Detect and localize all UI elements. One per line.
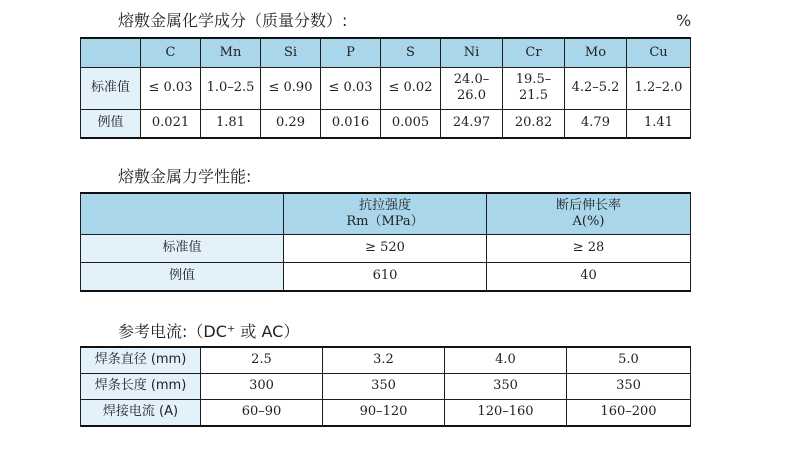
percent-unit-label: % xyxy=(676,11,692,30)
chemical-composition-table xyxy=(80,37,691,139)
element-header: Mn xyxy=(201,38,261,67)
standard-value-cell: 1.0–2.5 xyxy=(201,67,261,109)
current-value-cell: 90–120 xyxy=(323,399,445,426)
row-label-standard: 标准值 xyxy=(81,234,284,262)
reference-current-title: 参考电流:（DC⁺ 或 AC） xyxy=(118,322,300,341)
diameter-value-cell: 4.0 xyxy=(445,347,567,373)
standard-value-cell: ≤ 0.03 xyxy=(321,67,381,109)
row-label-standard: 标准值 xyxy=(81,67,141,109)
corner-cell xyxy=(81,193,284,234)
diameter-value-cell: 3.2 xyxy=(323,347,445,373)
tensile-strength-header xyxy=(284,193,487,234)
row-label-length: 焊条长度 (mm) xyxy=(81,373,201,399)
element-header: Mo xyxy=(565,38,627,67)
example-value-cell: 0.021 xyxy=(141,109,201,138)
length-value-cell: 300 xyxy=(201,373,323,399)
element-header: S xyxy=(381,38,441,67)
standard-value-cell: ≤ 0.90 xyxy=(261,67,321,109)
row-label-example: 例值 xyxy=(81,262,284,291)
standard-value-cell: 24.0– 26.0 xyxy=(441,67,503,109)
length-value-cell: 350 xyxy=(567,373,691,399)
length-value-cell: 350 xyxy=(323,373,445,399)
reference-current-table xyxy=(80,346,691,427)
element-header: Cr xyxy=(503,38,565,67)
diameter-value-cell: 2.5 xyxy=(201,347,323,373)
standard-value-cell: 4.2–5.2 xyxy=(565,67,627,109)
row-label-current: 焊接电流 (A) xyxy=(81,399,201,426)
standard-value-cell: 1.2–2.0 xyxy=(627,67,691,109)
row-label-example: 例值 xyxy=(81,109,141,138)
example-value-cell: 40 xyxy=(487,262,691,291)
example-value-cell: 1.81 xyxy=(201,109,261,138)
current-value-cell: 120–160 xyxy=(445,399,567,426)
example-value-cell: 0.016 xyxy=(321,109,381,138)
standard-value-cell: ≤ 0.03 xyxy=(141,67,201,109)
mechanical-properties-table xyxy=(80,192,691,292)
corner-cell xyxy=(81,38,141,67)
example-value-cell: 0.29 xyxy=(261,109,321,138)
current-value-cell: 160–200 xyxy=(567,399,691,426)
element-header: C xyxy=(141,38,201,67)
elongation-header xyxy=(487,193,691,234)
mechanical-properties-title: 熔敷金属力学性能: xyxy=(118,167,252,186)
standard-value-cell: ≤ 0.02 xyxy=(381,67,441,109)
diameter-value-cell: 5.0 xyxy=(567,347,691,373)
elongation-name: 断后伸长率 xyxy=(555,197,621,213)
current-value-cell: 60–90 xyxy=(201,399,323,426)
example-value-cell: 610 xyxy=(284,262,487,291)
elongation-unit: A(%) xyxy=(572,213,605,229)
standard-value-cell: ≥ 520 xyxy=(284,234,487,262)
example-value-cell: 4.79 xyxy=(565,109,627,138)
example-value-cell: 24.97 xyxy=(441,109,503,138)
example-value-cell: 0.005 xyxy=(381,109,441,138)
element-header: Ni xyxy=(441,38,503,67)
example-value-cell: 20.82 xyxy=(503,109,565,138)
element-header: P xyxy=(321,38,381,67)
tensile-strength-unit: Rm（MPa） xyxy=(346,213,424,229)
element-header: Si xyxy=(261,38,321,67)
row-label-diameter: 焊条直径 (mm) xyxy=(81,347,201,373)
example-value-cell: 1.41 xyxy=(627,109,691,138)
chemical-composition-title: 熔敷金属化学成分（质量分数）: xyxy=(118,11,348,30)
tensile-strength-name: 抗拉强度 xyxy=(358,197,411,213)
standard-value-cell: ≥ 28 xyxy=(487,234,691,262)
standard-value-cell: 19.5– 21.5 xyxy=(503,67,565,109)
element-header: Cu xyxy=(627,38,691,67)
length-value-cell: 350 xyxy=(445,373,567,399)
